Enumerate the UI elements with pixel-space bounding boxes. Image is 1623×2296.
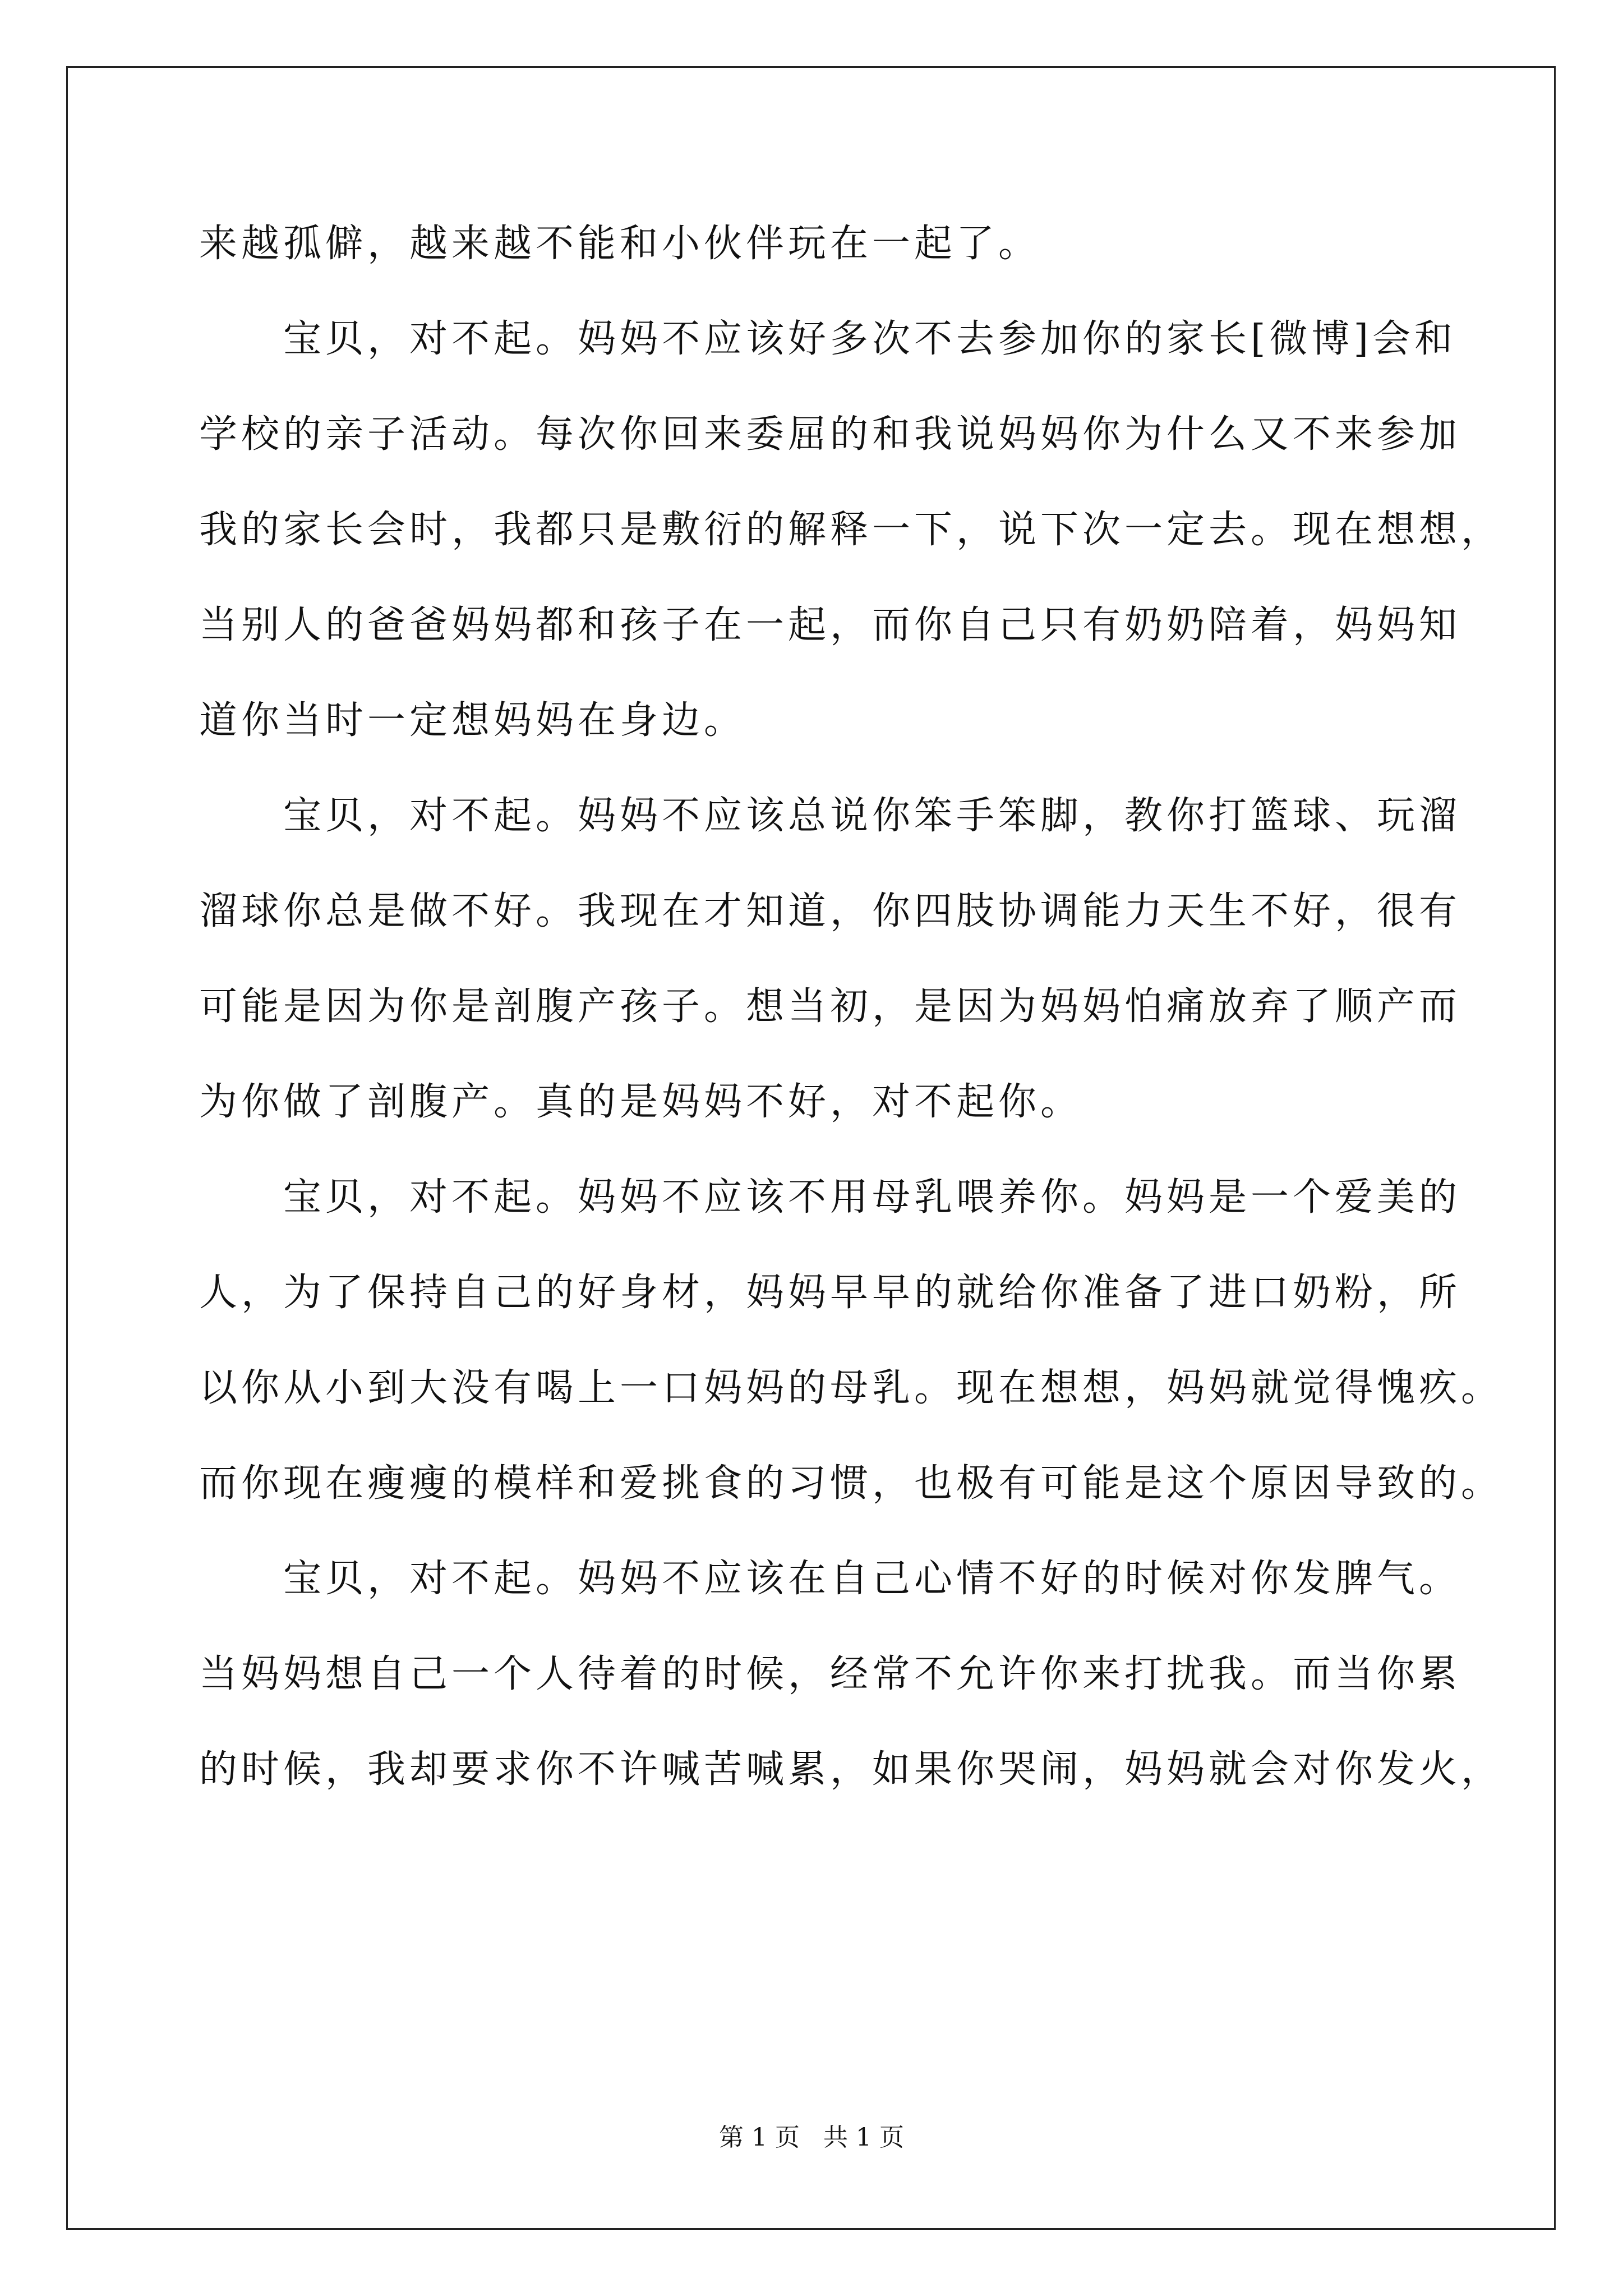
- text-line: 而你现在瘦瘦的模样和爱挑食的习惯，也极有可能是这个原因导致的。: [199, 1461, 1504, 1506]
- text-line: 可能是因为你是剖腹产孩子。想当初，是因为妈妈怕痛放弃了顺产而: [199, 984, 1461, 1029]
- text-line: 道你当时一定想妈妈在身边。: [199, 698, 746, 743]
- text-line: 宝贝，对不起。妈妈不应该不用母乳喂养你。妈妈是一个爱美的: [283, 1175, 1461, 1220]
- text-line: 我的家长会时，我都只是敷衍的解释一下，说下次一定去。现在想想，: [199, 508, 1504, 552]
- text-line: 当别人的爸爸妈妈都和孩子在一起，而你自己只有奶奶陪着，妈妈知: [199, 603, 1461, 647]
- text-line: 的时候，我却要求你不许喊苦喊累，如果你哭闹，妈妈就会对你发火，: [199, 1747, 1504, 1792]
- text-line: 当妈妈想自己一个人待着的时候，经常不允许你来打扰我。而当你累: [199, 1652, 1461, 1696]
- text-line: 以你从小到大没有喝上一口妈妈的母乳。现在想想，妈妈就觉得愧疚。: [199, 1366, 1504, 1410]
- text-line: 为你做了剖腹产。真的是妈妈不好，对不起你。: [199, 1080, 1083, 1124]
- text-line: 宝贝，对不起。妈妈不应该总说你笨手笨脚，教你打篮球、玩溜: [283, 794, 1461, 838]
- document-body: [199, 210, 1504, 1832]
- text-line: 宝贝，对不起。妈妈不应该好多次不去参加你的家长[微博]会和: [283, 317, 1457, 361]
- text-line: 来越孤僻，越来越不能和小伙伴玩在一起了。: [199, 222, 1041, 266]
- text-line: 学校的亲子活动。每次你回来委屈的和我说妈妈你为什么又不来参加: [199, 412, 1461, 457]
- page-footer: 第 1 页 共 1 页: [719, 2123, 904, 2152]
- text-line: 溜球你总是做不好。我现在才知道，你四肢协调能力天生不好，很有: [199, 889, 1461, 933]
- text-line: 人，为了保持自己的好身材，妈妈早早的就给你准备了进口奶粉，所: [199, 1271, 1461, 1315]
- text-line: 宝贝，对不起。妈妈不应该在自己心情不好的时候对你发脾气。: [283, 1557, 1461, 1601]
